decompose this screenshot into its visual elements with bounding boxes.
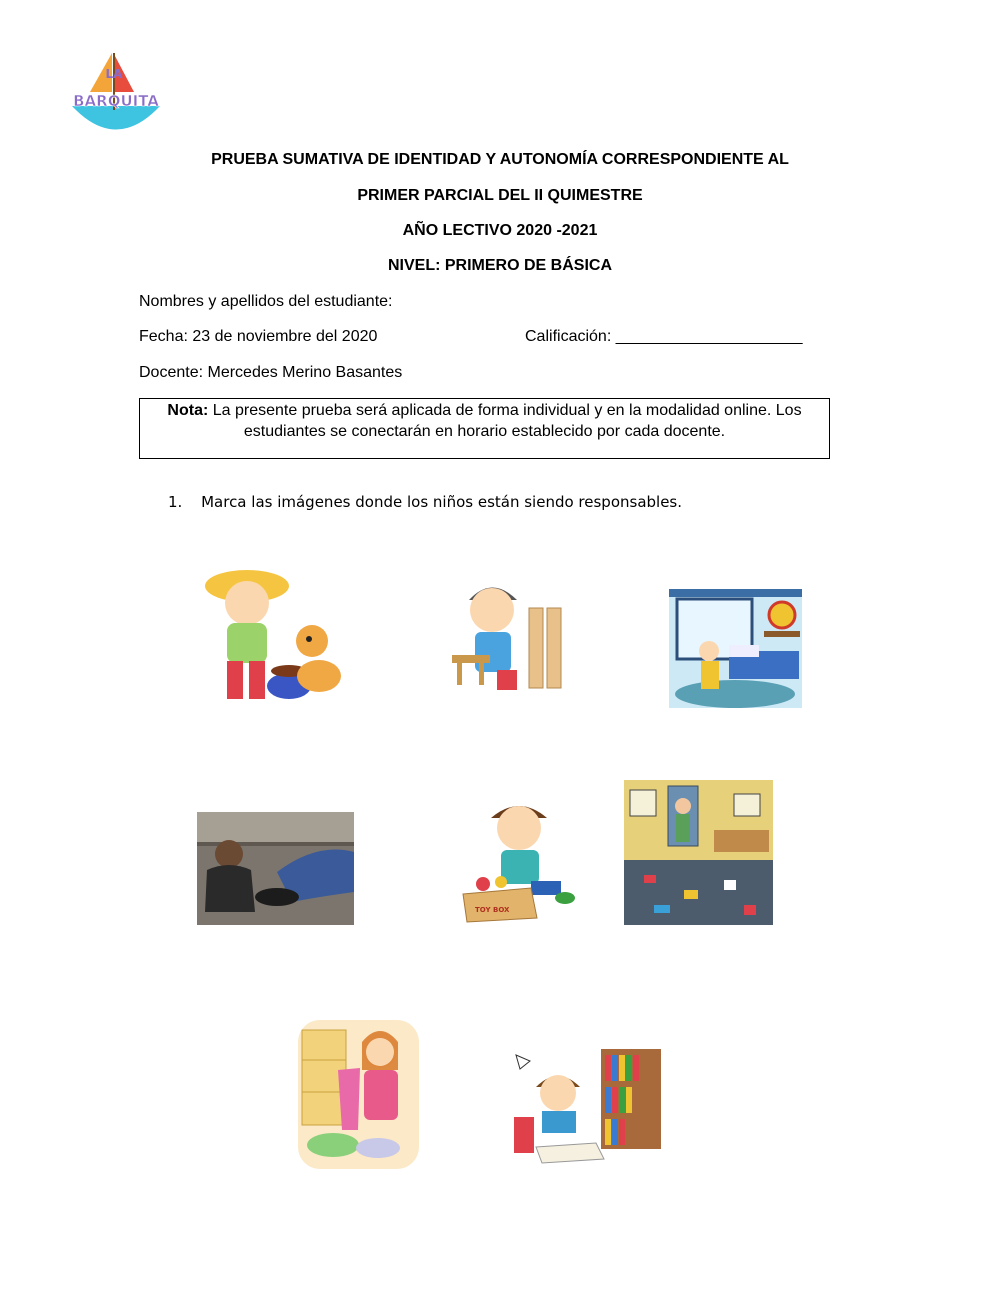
question-text: Marca las imágenes donde los niños están siendo responsables. bbox=[201, 493, 683, 511]
image-boy-making-bed[interactable] bbox=[669, 589, 802, 708]
title-line-1: PRUEBA SUMATIVA DE IDENTIDAD Y AUTONOMÍA CORRESPONDIENTE AL bbox=[211, 151, 789, 168]
logo-text-top: LA bbox=[105, 67, 123, 81]
image-messy-room[interactable] bbox=[624, 780, 773, 925]
note-bold: Nota: bbox=[167, 402, 209, 419]
image-child-shining-shoes[interactable] bbox=[197, 812, 354, 925]
title-line-2: PRIMER PARCIAL DEL II QUIMESTRE bbox=[357, 187, 643, 204]
grade-label: Calificación: _____________________ bbox=[525, 328, 803, 345]
image-girl-feeding-dog[interactable] bbox=[197, 561, 354, 709]
date-label: Fecha: 23 de noviembre del 2020 bbox=[139, 328, 378, 345]
title-line-3: AÑO LECTIVO 2020 -2021 bbox=[402, 222, 598, 239]
question-1 bbox=[168, 493, 682, 511]
note-box bbox=[139, 398, 830, 459]
image-boy-woodworking[interactable] bbox=[447, 570, 584, 709]
student-name-label: Nombres y apellidos del estudiante: bbox=[139, 293, 393, 310]
logo-text-bottom: BARQUITA bbox=[73, 92, 159, 110]
toy-box-label: TOY BOX bbox=[475, 906, 510, 914]
image-boy-toy-box[interactable] bbox=[461, 796, 579, 924]
image-girl-folding-clothes[interactable] bbox=[298, 1020, 419, 1169]
school-logo bbox=[62, 48, 170, 143]
note-text: La presente prueba será aplicada de forma individual y en la modalidad online. Los estudiantes se conectarán en horario establecido por cada docente. bbox=[208, 402, 802, 440]
title-line-4: NIVEL: PRIMERO DE BÁSICA bbox=[387, 257, 612, 274]
question-number: 1. bbox=[168, 493, 183, 511]
image-boy-reading[interactable] bbox=[506, 1047, 661, 1167]
teacher-label: Docente: Mercedes Merino Basantes bbox=[139, 364, 403, 381]
